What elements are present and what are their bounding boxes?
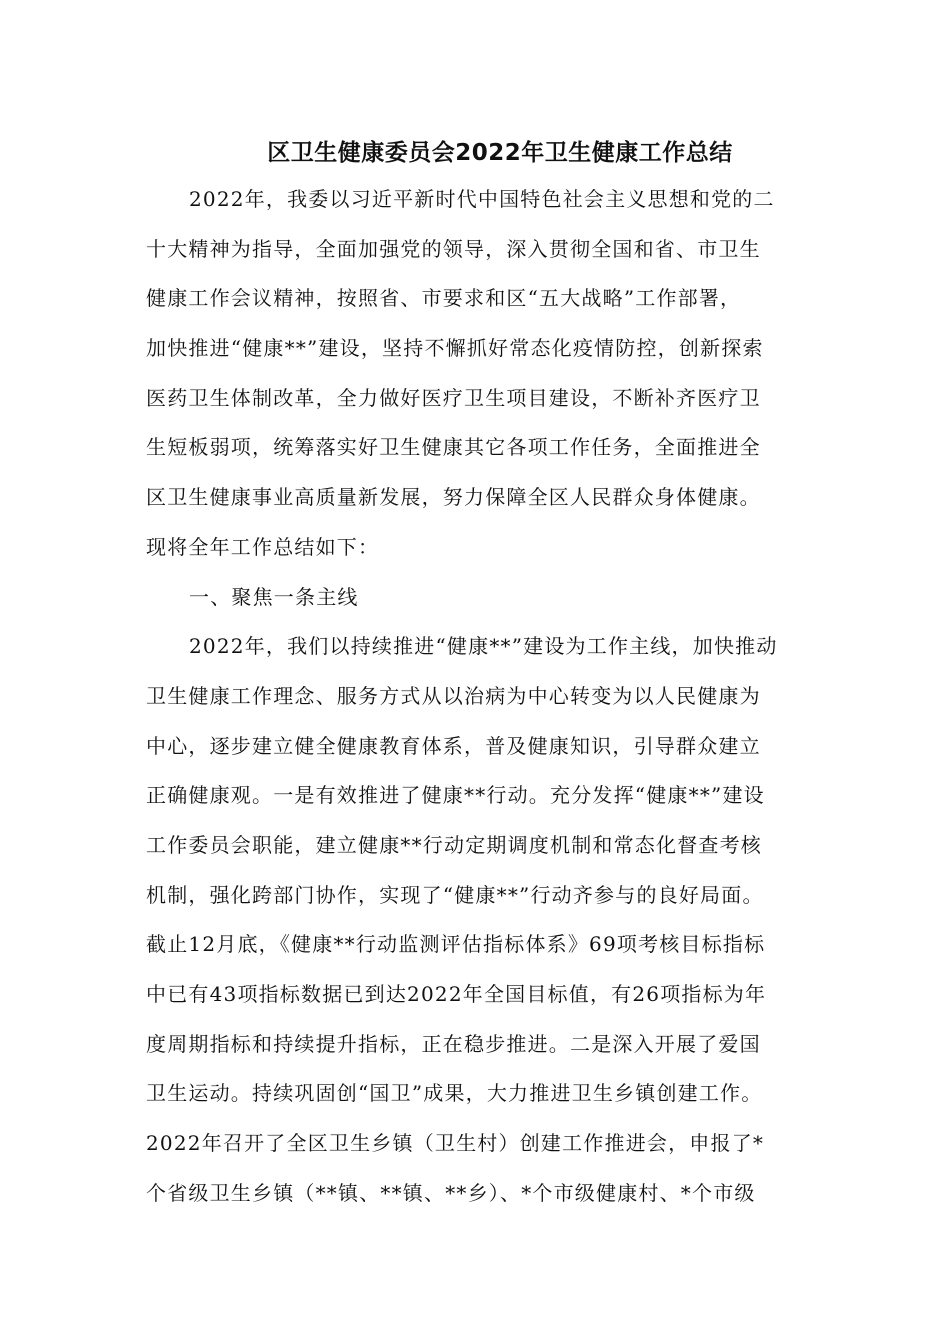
paragraph-line: 个省级卫生乡镇（**镇、**镇、**乡）、*个市级健康村、*个市级 bbox=[146, 1180, 756, 1205]
document-body bbox=[146, 180, 826, 1223]
paragraph-line: 2022年，我委以习近平新时代中国特色社会主义思想和党的二 bbox=[189, 187, 775, 211]
document-title: 区卫生健康委员会2022年卫生健康工作总结 bbox=[267, 140, 733, 166]
paragraph-line: 卫生健康工作理念、服务方式从以治病为中心转变为以人民健康为 bbox=[146, 683, 761, 708]
paragraph-line: 2022年召开了全区卫生乡镇（卫生村）创建工作推进会，申报了* bbox=[146, 1131, 765, 1156]
paragraph-line: 截止12月底，《健康**行动监测评估指标体系》69项考核目标指标 bbox=[146, 932, 766, 957]
paragraph-line: 2022年，我们以持续推进“健康**”建设为工作主线，加快推动 bbox=[189, 634, 778, 659]
paragraph-line: 现将全年工作总结如下： bbox=[146, 534, 380, 559]
paragraph-line: 健康工作会议精神，按照省、市要求和区“五大战略”工作部署， bbox=[146, 286, 742, 311]
paragraph-line: 十大精神为指导，全面加强党的领导，深入贯彻全国和省、市卫生 bbox=[146, 236, 761, 261]
paragraph-line: 工作委员会职能，建立健康**行动定期调度机制和常态化督查考核 bbox=[146, 832, 762, 857]
paragraph-line: 度周期指标和持续提升指标，正在稳步推进。二是深入开展了爱国 bbox=[146, 1031, 761, 1056]
paragraph-line: 加快推进“健康**”建设，坚持不懈抓好常态化疫情防控，创新探索 bbox=[146, 336, 764, 361]
paragraph-line: 区卫生健康事业高质量新发展，努力保障全区人民群众身体健康。 bbox=[146, 485, 761, 510]
paragraph-line: 中已有43项指标数据已到达2022年全国目标值，有26项指标为年 bbox=[146, 982, 767, 1006]
section-heading: 一、聚焦一条主线 bbox=[189, 584, 359, 609]
paragraph-line: 正确健康观。一是有效推进了健康**行动。充分发挥“健康**”建设 bbox=[146, 783, 765, 808]
paragraph-line: 医药卫生体制改革，全力做好医疗卫生项目建设，不断补齐医疗卫 bbox=[146, 385, 761, 410]
paragraph-line: 卫生运动。持续巩固创“国卫”成果，大力推进卫生乡镇创建工作。 bbox=[146, 1081, 763, 1106]
paragraph-line: 生短板弱项，统筹落实好卫生健康其它各项工作任务，全面推进全 bbox=[146, 435, 761, 460]
paragraph-line: 中心，逐步建立健全健康教育体系，普及健康知识，引导群众建立 bbox=[146, 733, 761, 758]
paragraph-line: 机制，强化跨部门协作，实现了“健康**”行动齐参与的良好局面。 bbox=[146, 882, 764, 907]
